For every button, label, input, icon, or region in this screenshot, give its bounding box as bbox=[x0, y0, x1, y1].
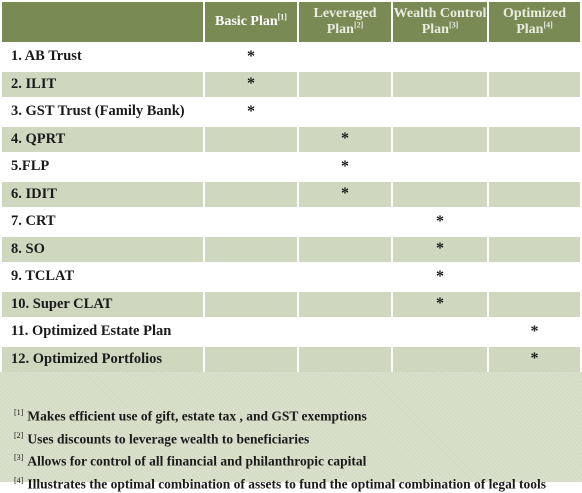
mark-cell bbox=[392, 153, 488, 181]
footnote-item bbox=[14, 426, 582, 449]
table-row bbox=[1, 208, 581, 236]
row-label: 6. IDIT bbox=[1, 181, 204, 209]
mark-cell bbox=[204, 236, 298, 264]
mark-cell bbox=[488, 291, 581, 319]
mark-cell: * bbox=[298, 181, 392, 209]
mark-cell: * bbox=[392, 236, 488, 264]
mark-cell bbox=[298, 291, 392, 319]
mark-cell bbox=[488, 43, 581, 71]
row-label: 11. Optimized Estate Plan bbox=[1, 318, 204, 346]
mark-cell bbox=[488, 98, 581, 126]
column-header-optimized-plan: Optimized Plan[4] bbox=[488, 1, 581, 43]
mark-cell bbox=[204, 291, 298, 319]
mark-cell bbox=[204, 181, 298, 209]
mark-cell bbox=[392, 126, 488, 154]
mark-cell bbox=[392, 346, 488, 374]
table-header-row bbox=[1, 1, 581, 43]
mark-cell bbox=[298, 43, 392, 71]
footnote-text: Uses discounts to leverage wealth to beneficiaries bbox=[27, 431, 309, 446]
mark-cell: * bbox=[488, 346, 581, 374]
table-row bbox=[1, 318, 581, 346]
mark-cell bbox=[204, 208, 298, 236]
mark-cell: * bbox=[298, 153, 392, 181]
header-corner-cell bbox=[1, 1, 204, 43]
mark-cell bbox=[298, 346, 392, 374]
mark-cell bbox=[392, 181, 488, 209]
table-row bbox=[1, 291, 581, 319]
mark-cell bbox=[488, 126, 581, 154]
mark-cell bbox=[298, 98, 392, 126]
mark-cell bbox=[298, 236, 392, 264]
footnote-item bbox=[14, 403, 582, 426]
mark-cell bbox=[204, 126, 298, 154]
table-row bbox=[1, 181, 581, 209]
mark-cell: * bbox=[392, 263, 488, 291]
row-label: 9. TCLAT bbox=[1, 263, 204, 291]
mark-cell bbox=[392, 43, 488, 71]
footnote-ref: [3] bbox=[14, 453, 23, 462]
mark-cell bbox=[204, 263, 298, 291]
column-header-basic-plan: Basic Plan[1] bbox=[204, 1, 298, 43]
column-header-wealth-control-plan: Wealth Control Plan[3] bbox=[392, 1, 488, 43]
mark-cell: * bbox=[488, 318, 581, 346]
row-label: 5.FLP bbox=[1, 153, 204, 181]
mark-cell: * bbox=[204, 43, 298, 71]
mark-cell bbox=[298, 208, 392, 236]
mark-cell bbox=[298, 71, 392, 99]
table-row bbox=[1, 263, 581, 291]
footnote-text: Allows for control of all financial and philanthropic capital bbox=[27, 454, 366, 469]
table-row bbox=[1, 43, 581, 71]
mark-cell bbox=[488, 263, 581, 291]
table-row bbox=[1, 126, 581, 154]
row-label: 3. GST Trust (Family Bank) bbox=[1, 98, 204, 126]
row-label: 12. Optimized Portfolios bbox=[1, 346, 204, 374]
footnote-ref: [1] bbox=[14, 408, 23, 417]
mark-cell bbox=[488, 153, 581, 181]
table-row bbox=[1, 346, 581, 374]
mark-cell bbox=[204, 318, 298, 346]
mark-cell bbox=[204, 346, 298, 374]
mark-cell: * bbox=[204, 71, 298, 99]
footnote-ref: [2] bbox=[14, 431, 23, 440]
mark-cell: * bbox=[298, 126, 392, 154]
footnote-text: Illustrates the optimal combination of assets to fund the optimal combination of legal tools bbox=[27, 476, 546, 491]
mark-cell bbox=[488, 208, 581, 236]
row-label: 10. Super CLAT bbox=[1, 291, 204, 319]
row-label: 7. CRT bbox=[1, 208, 204, 236]
row-label: 8. SO bbox=[1, 236, 204, 264]
footnotes-panel bbox=[0, 372, 582, 482]
table-row bbox=[1, 153, 581, 181]
column-header-leveraged-plan: Leveraged Plan[2] bbox=[298, 1, 392, 43]
footnote-item bbox=[14, 448, 582, 471]
row-label: 2. ILIT bbox=[1, 71, 204, 99]
row-label: 1. AB Trust bbox=[1, 43, 204, 71]
row-label: 4. QPRT bbox=[1, 126, 204, 154]
footnote-text: Makes efficient use of gift, estate tax , and GST exemptions bbox=[27, 409, 366, 424]
mark-cell: * bbox=[392, 291, 488, 319]
mark-cell bbox=[298, 263, 392, 291]
mark-cell bbox=[392, 98, 488, 126]
table-row bbox=[1, 98, 581, 126]
table-row bbox=[1, 71, 581, 99]
mark-cell bbox=[392, 71, 488, 99]
footnotes-list bbox=[0, 372, 582, 493]
footnote-ref: [4] bbox=[14, 476, 23, 485]
mark-cell bbox=[488, 236, 581, 264]
mark-cell bbox=[298, 318, 392, 346]
mark-cell bbox=[392, 318, 488, 346]
mark-cell bbox=[204, 153, 298, 181]
table-row bbox=[1, 236, 581, 264]
mark-cell: * bbox=[392, 208, 488, 236]
mark-cell bbox=[488, 181, 581, 209]
mark-cell: * bbox=[204, 98, 298, 126]
mark-cell bbox=[488, 71, 581, 99]
